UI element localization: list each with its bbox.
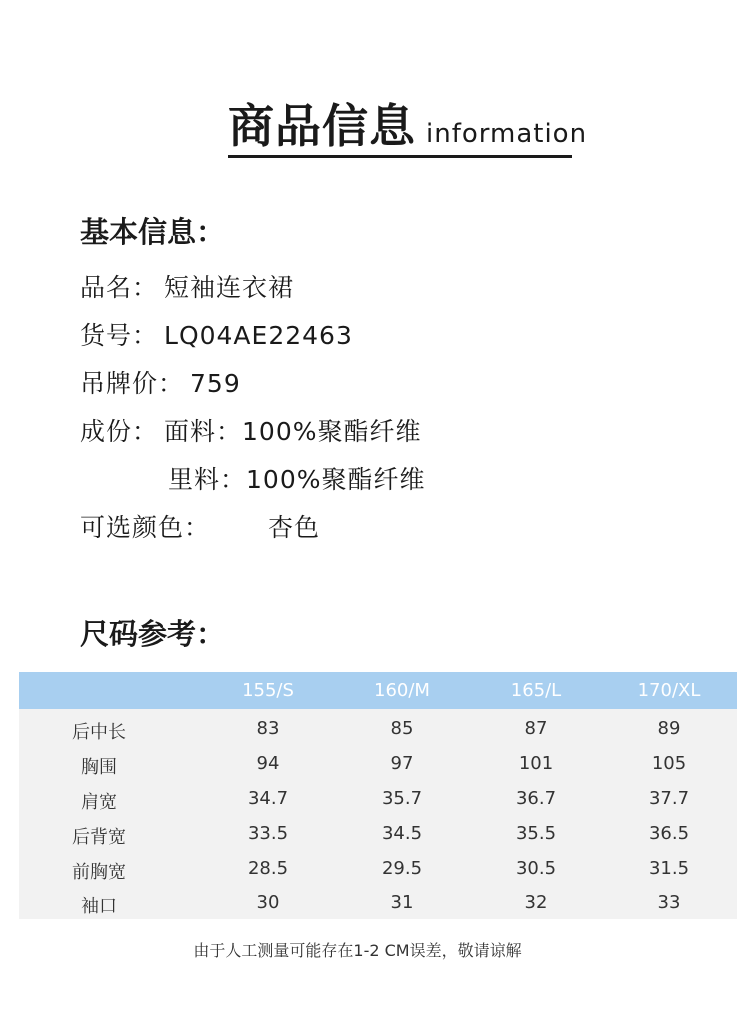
table-cell: 35.7	[381, 788, 423, 809]
page-header	[228, 99, 588, 153]
product-name-line	[80, 268, 294, 304]
row-label: 袖口	[81, 896, 117, 917]
table-row	[19, 781, 737, 816]
size-column-header: 155/S	[242, 680, 294, 701]
composition-line	[80, 412, 422, 448]
table-cell: 37.7	[648, 788, 690, 809]
table-cell: 87	[524, 718, 548, 739]
color-label: 可选颜色：	[80, 513, 211, 542]
table-cell: 34.5	[381, 823, 423, 844]
size-table	[19, 672, 737, 919]
header-title-cn: 商品信息	[228, 99, 416, 153]
size-column-header: 165/L	[510, 680, 562, 701]
sku-label: 货号：	[80, 321, 159, 350]
table-cell: 97	[390, 753, 414, 774]
table-row	[19, 816, 737, 851]
table-cell: 85	[390, 718, 414, 739]
color-line	[80, 508, 320, 544]
product-name-label: 品名：	[80, 273, 159, 302]
size-column-header: 170/XL	[637, 680, 701, 701]
table-cell: 105	[651, 753, 687, 774]
table-cell: 28.5	[247, 858, 289, 879]
table-cell: 35.5	[515, 823, 557, 844]
table-cell: 94	[256, 753, 280, 774]
sku-value: LQ04AE22463	[164, 321, 353, 350]
table-row	[19, 746, 737, 781]
row-label: 前胸宽	[72, 862, 126, 883]
size-reference-title: 尺码参考：	[80, 617, 226, 651]
table-cell: 33	[657, 892, 681, 913]
table-cell: 32	[524, 892, 548, 913]
table-row	[19, 851, 737, 886]
table-row	[19, 885, 737, 920]
composition-label: 成份：	[80, 417, 159, 446]
table-cell: 36.5	[648, 823, 690, 844]
row-label: 后背宽	[72, 827, 126, 848]
table-cell: 83	[256, 718, 280, 739]
color-value: 杏色	[268, 513, 321, 542]
header-underline	[228, 155, 572, 158]
table-cell: 101	[518, 753, 554, 774]
lining-label: 里料：	[168, 465, 247, 494]
table-row	[19, 711, 737, 746]
size-table-header	[19, 672, 737, 709]
shell-label: 面料：	[164, 417, 243, 446]
table-cell: 30	[256, 892, 280, 913]
measurement-footnote: 由于人工测量可能存在1-2 CM误差，敬请谅解	[193, 941, 522, 960]
basic-info-title: 基本信息：	[80, 215, 226, 249]
lining-line	[168, 460, 426, 496]
sku-line	[80, 316, 353, 352]
row-label: 后中长	[72, 722, 126, 743]
table-cell: 34.7	[247, 788, 289, 809]
product-name-value: 短袖连衣裙	[164, 273, 295, 302]
price-label: 吊牌价：	[80, 369, 185, 398]
table-cell: 36.7	[515, 788, 557, 809]
shell-value: 100%聚酯纤维	[242, 417, 422, 446]
row-label: 胸围	[81, 757, 117, 778]
table-cell: 31	[390, 892, 414, 913]
header-title-en: information	[426, 119, 588, 149]
table-cell: 29.5	[381, 858, 423, 879]
price-line	[80, 364, 241, 400]
row-label: 肩宽	[81, 792, 117, 813]
price-value: 759	[190, 369, 241, 398]
size-column-header: 160/M	[374, 680, 430, 701]
table-cell: 30.5	[515, 858, 557, 879]
lining-value: 100%聚酯纤维	[246, 465, 426, 494]
table-cell: 33.5	[247, 823, 289, 844]
table-cell: 31.5	[648, 858, 690, 879]
table-cell: 89	[657, 718, 681, 739]
